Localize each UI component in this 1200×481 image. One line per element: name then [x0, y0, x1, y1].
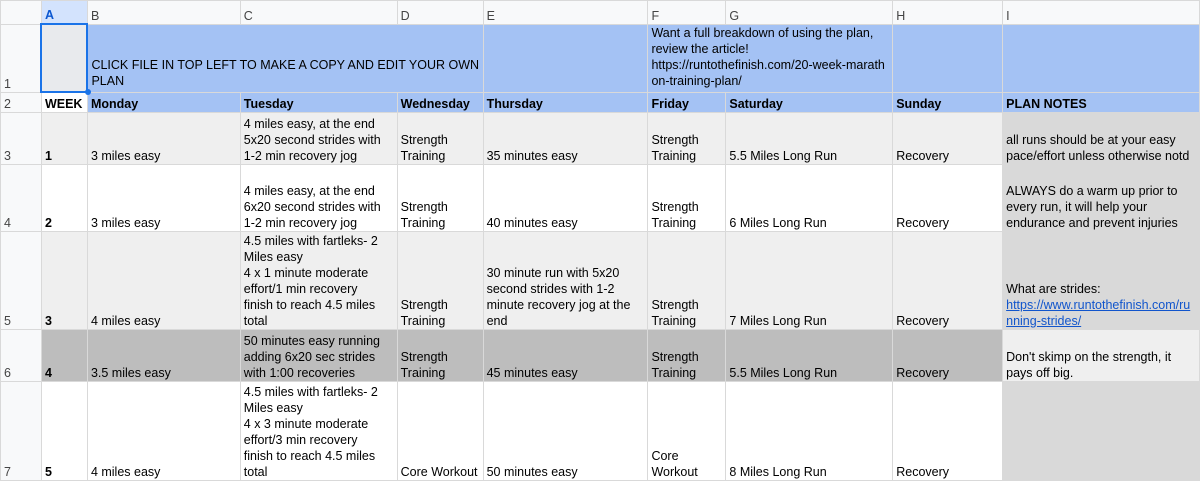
thursday-cell[interactable]: 35 minutes easy [483, 112, 648, 164]
header-week[interactable]: WEEK [41, 92, 87, 112]
monday-cell[interactable]: 3.5 miles easy [87, 329, 240, 381]
tuesday-cell[interactable]: 4.5 miles with fartleks- 2 Miles easy 4 x 3 minute moderate effort/3 min recovery finish to reach 4.5 miles total [240, 381, 397, 480]
column-header-b[interactable]: B [87, 1, 240, 25]
row-header-3[interactable]: 3 [1, 112, 42, 164]
friday-cell[interactable]: Strength Training [648, 329, 726, 381]
article-info-cell[interactable] [648, 24, 893, 92]
sunday-cell[interactable]: Recovery [893, 231, 1003, 329]
plan-notes-cell[interactable]: Don't skimp on the strength, it pays off big. [1003, 329, 1200, 381]
row-header-4[interactable]: 4 [1, 164, 42, 231]
copy-instruction-cell[interactable]: CLICK FILE IN TOP LEFT TO MAKE A COPY AND EDIT YOUR OWN PLAN [87, 24, 483, 92]
monday-cell[interactable]: 4 miles easy [87, 231, 240, 329]
selection-fill-handle[interactable] [85, 89, 91, 95]
friday-cell[interactable]: Strength Training [648, 164, 726, 231]
plan-notes-cell[interactable]: ALWAYS do a warm up prior to every run, it will help your endurance and prevent injuries [1003, 164, 1200, 231]
friday-cell[interactable]: Core Workout [648, 381, 726, 480]
strides-link[interactable]: https://www.runtothefinish.com/running-strides/ [1006, 297, 1191, 328]
header-monday[interactable]: Monday [87, 92, 240, 112]
row-header-1[interactable]: 1 [1, 24, 42, 92]
wednesday-cell[interactable]: Strength Training [397, 112, 483, 164]
week-number-cell[interactable]: 3 [41, 231, 87, 329]
row-header-6[interactable]: 6 [1, 329, 42, 381]
thursday-cell[interactable]: 45 minutes easy [483, 329, 648, 381]
column-header-g[interactable]: G [726, 1, 893, 25]
saturday-cell[interactable]: 7 Miles Long Run [726, 231, 893, 329]
plan-notes-cell[interactable] [1003, 381, 1200, 480]
wednesday-cell[interactable]: Strength Training [397, 164, 483, 231]
tuesday-cell[interactable]: 4 miles easy, at the end 6x20 second strides with 1-2 min recovery jog [240, 164, 397, 231]
week-number-cell[interactable]: 2 [41, 164, 87, 231]
cell-a1[interactable] [41, 24, 87, 92]
tuesday-cell[interactable]: 4.5 miles with fartleks- 2 Miles easy 4 x 1 minute moderate effort/1 min recovery finish to reach 4.5 miles total [240, 231, 397, 329]
row-header-5[interactable]: 5 [1, 231, 42, 329]
sunday-cell[interactable]: Recovery [893, 112, 1003, 164]
sunday-cell[interactable]: Recovery [893, 329, 1003, 381]
article-text: Want a full breakdown of using the plan, review the article! [651, 25, 874, 56]
row-header-7[interactable]: 7 [1, 381, 42, 480]
sunday-cell[interactable]: Recovery [893, 164, 1003, 231]
saturday-cell[interactable]: 6 Miles Long Run [726, 164, 893, 231]
wednesday-cell[interactable]: Strength Training [397, 329, 483, 381]
row-header-2[interactable]: 2 [1, 92, 42, 112]
header-plan-notes[interactable]: PLAN NOTES [1003, 92, 1200, 112]
column-header-c[interactable]: C [240, 1, 397, 25]
monday-cell[interactable]: 4 miles easy [87, 381, 240, 480]
strides-question: What are strides: [1006, 281, 1101, 296]
sunday-cell[interactable]: Recovery [893, 381, 1003, 480]
column-header-d[interactable]: D [397, 1, 483, 25]
monday-cell[interactable]: 3 miles easy [87, 164, 240, 231]
header-thursday[interactable]: Thursday [483, 92, 648, 112]
tuesday-cell[interactable]: 50 minutes easy running adding 6x20 sec strides with 1:00 recoveries [240, 329, 397, 381]
week-number-cell[interactable]: 5 [41, 381, 87, 480]
column-header-e[interactable]: E [483, 1, 648, 25]
friday-cell[interactable]: Strength Training [648, 112, 726, 164]
plan-notes-cell[interactable] [1003, 231, 1200, 329]
saturday-cell[interactable]: 8 Miles Long Run [726, 381, 893, 480]
header-saturday[interactable]: Saturday [726, 92, 893, 112]
column-header-f[interactable]: F [648, 1, 726, 25]
column-header-a[interactable]: A [41, 1, 87, 25]
header-sunday[interactable]: Sunday [893, 92, 1003, 112]
article-url: https://runtothefinish.com/20-week-marathon-training-plan/ [651, 57, 885, 88]
monday-cell[interactable]: 3 miles easy [87, 112, 240, 164]
saturday-cell[interactable]: 5.5 Miles Long Run [726, 112, 893, 164]
select-all-corner[interactable] [1, 1, 42, 25]
header-wednesday[interactable]: Wednesday [397, 92, 483, 112]
header-friday[interactable]: Friday [648, 92, 726, 112]
header-tuesday[interactable]: Tuesday [240, 92, 397, 112]
thursday-cell[interactable]: 40 minutes easy [483, 164, 648, 231]
column-header-h[interactable]: H [893, 1, 1003, 25]
column-header-i[interactable]: I [1003, 1, 1200, 25]
friday-cell[interactable]: Strength Training [648, 231, 726, 329]
plan-notes-cell[interactable]: all runs should be at your easy pace/effort unless otherwise notd [1003, 112, 1200, 164]
cell-i1[interactable] [1003, 24, 1200, 92]
thursday-cell[interactable]: 30 minute run with 5x20 second strides with 1-2 minute recovery jog at the end [483, 231, 648, 329]
cell-e1[interactable] [483, 24, 648, 92]
wednesday-cell[interactable]: Core Workout [397, 381, 483, 480]
thursday-cell[interactable]: 50 minutes easy [483, 381, 648, 480]
cell-h1[interactable] [893, 24, 1003, 92]
week-number-cell[interactable]: 1 [41, 112, 87, 164]
wednesday-cell[interactable]: Strength Training [397, 231, 483, 329]
week-number-cell[interactable]: 4 [41, 329, 87, 381]
saturday-cell[interactable]: 5.5 Miles Long Run [726, 329, 893, 381]
tuesday-cell[interactable]: 4 miles easy, at the end 5x20 second strides with 1-2 min recovery jog [240, 112, 397, 164]
